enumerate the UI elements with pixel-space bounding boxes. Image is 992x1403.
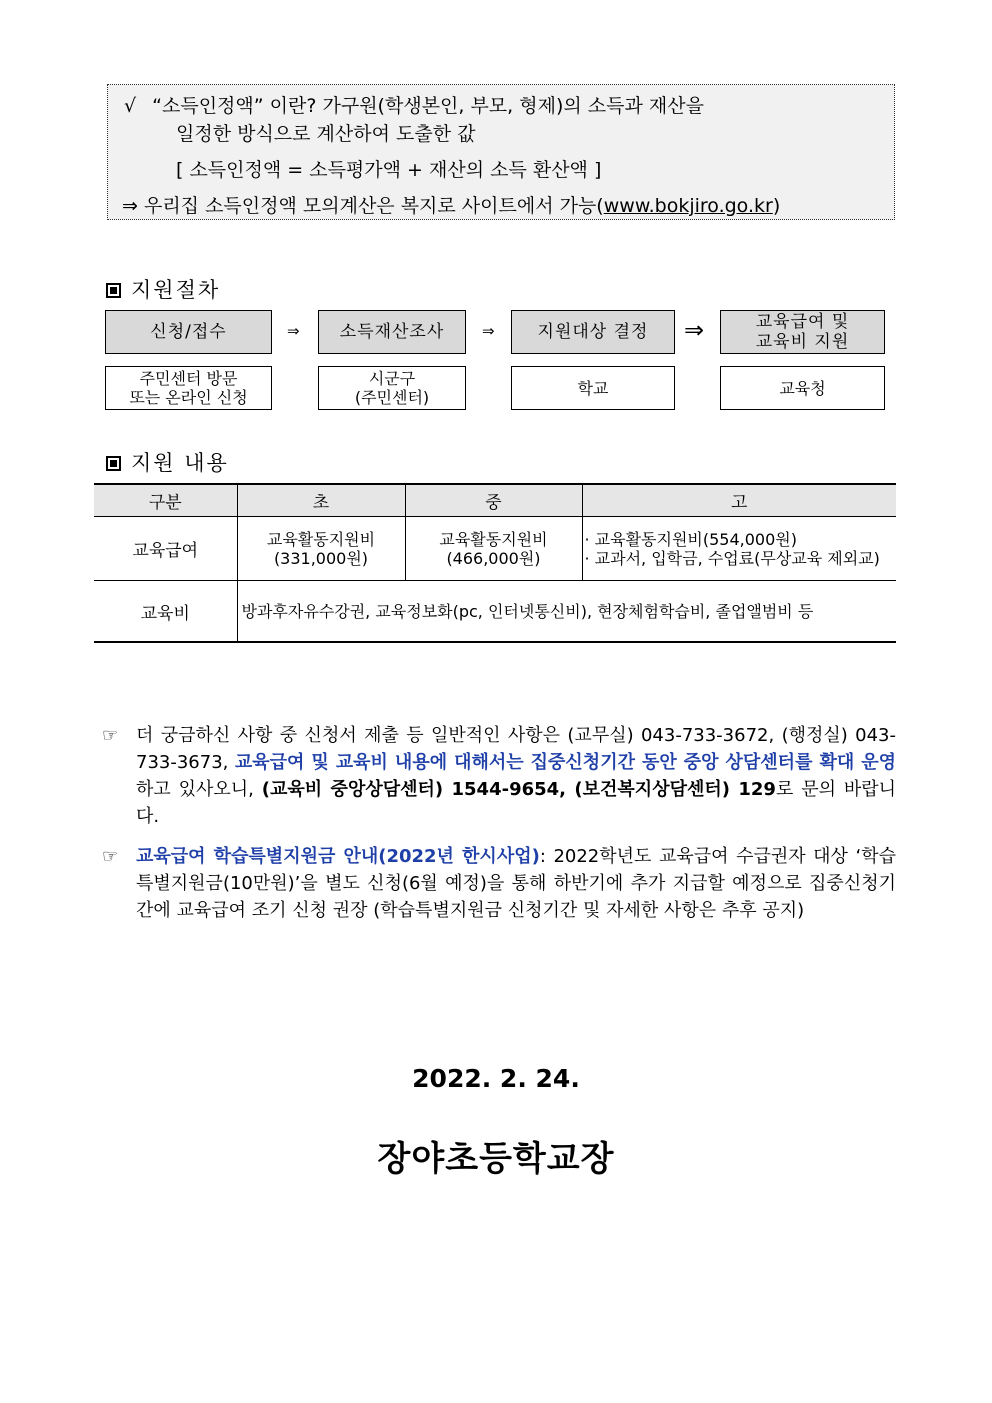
notice-simulation-text: 우리집 소득인정액 모의계산은 복지로 사이트에서 가능( xyxy=(143,195,604,217)
who-support: 교육청 xyxy=(720,366,885,410)
double-arrow-icon: ⇒ xyxy=(122,195,138,217)
who-income-survey: 시군구 (주민센터) xyxy=(318,366,466,410)
cell-middle: 교육활동지원비 (466,000원) xyxy=(405,517,582,581)
inquiry-note xyxy=(102,722,896,830)
notice-line-2: 일정한 방식으로 계산하여 도출한 값 xyxy=(176,123,476,145)
header-elementary: 초 xyxy=(237,484,405,517)
pointing-hand-icon: ☞ xyxy=(102,846,119,867)
notice-definition: “소득인정액” 이란? 가구원(학생본인, 부모, 형제)의 소득과 재산을 xyxy=(152,95,704,117)
procedure-title: 지원절차 xyxy=(131,278,221,302)
header-category: 구분 xyxy=(94,484,237,517)
flow-arrow-icon: ⇒ xyxy=(684,316,705,344)
bokjiro-link[interactable]: www.bokjiro.go.kr xyxy=(603,195,773,217)
step-income-survey: 소득재산조사 xyxy=(318,310,466,354)
step-support: 교육급여 및 교육비 지원 xyxy=(720,310,885,354)
header-middle: 중 xyxy=(405,484,582,517)
document-date: 2022. 2. 24. xyxy=(412,1064,580,1093)
flow-arrow-icon: ⇒ xyxy=(482,322,495,340)
cell-education-cost: 방과후자유수강권, 교육정보화(pc, 인터넷통신비), 현장체험학습비, 졸업앨범비 등 xyxy=(237,581,896,643)
check-icon: √ xyxy=(124,95,137,117)
notice-paren-close: ) xyxy=(772,195,781,217)
step-apply: 신청/접수 xyxy=(105,310,272,354)
support-title: 지원 내용 xyxy=(131,451,229,475)
support-heading xyxy=(106,447,229,477)
square-bullet-icon xyxy=(106,283,121,298)
inquiry-text: 더 궁금하신 사항 중 신청서 제출 등 일반적인 사항은 (교무실) 043-733-3672, (행정실) 043-733-3673, 교육급여 및 교육비 내용에 대해서는 집중신청기간 동안 중앙 상담센터를 확대 운영하고 있사오니, (교육비 중앙상담센터) 1544-9654, (보건복지상담센터) 129로 문의 바랍니다. xyxy=(136,725,896,827)
who-decision: 학교 xyxy=(511,366,675,410)
row-category: 교육급여 xyxy=(94,517,237,581)
table-row xyxy=(94,581,896,643)
header-high: 고 xyxy=(582,484,896,517)
special-grant-note xyxy=(102,843,896,924)
support-table xyxy=(94,483,896,643)
cell-high: · 교육활동지원비(554,000원) · 교과서, 입학금, 수업료(무상교육 제외교) xyxy=(582,517,896,581)
who-apply: 주민센터 방문 또는 온라인 신청 xyxy=(105,366,272,410)
table-header-row xyxy=(94,484,896,517)
procedure-heading xyxy=(106,274,220,304)
step-decision: 지원대상 결정 xyxy=(511,310,675,354)
notice-line-4 xyxy=(122,189,780,223)
cell-elementary: 교육활동지원비 (331,000원) xyxy=(237,517,405,581)
principal-signature: 장야초등학교장 xyxy=(377,1139,615,1179)
flow-arrow-icon: ⇒ xyxy=(287,322,300,340)
row-category: 교육비 xyxy=(94,581,237,643)
notice-formula: [ 소득인정액 = 소득평가액 + 재산의 소득 환산액 ] xyxy=(176,159,602,181)
square-bullet-icon xyxy=(106,456,121,471)
income-notice-box xyxy=(107,84,895,220)
special-grant-text: 교육급여 학습특별지원금 안내(2022년 한시사업): 2022학년도 교육급여 수급권자 대상 ‘학습특별지원금(10만원)’을 별도 신청(6월 예정)을 통해 하반기에 추가 지급할 예정으로 집중신청기간에 교육급여 조기 신청 권장 (학습특별지원금 신청기간 및 자세한 사항은 추후 공지) xyxy=(136,846,896,921)
pointing-hand-icon: ☞ xyxy=(102,725,119,746)
table-row xyxy=(94,517,896,581)
